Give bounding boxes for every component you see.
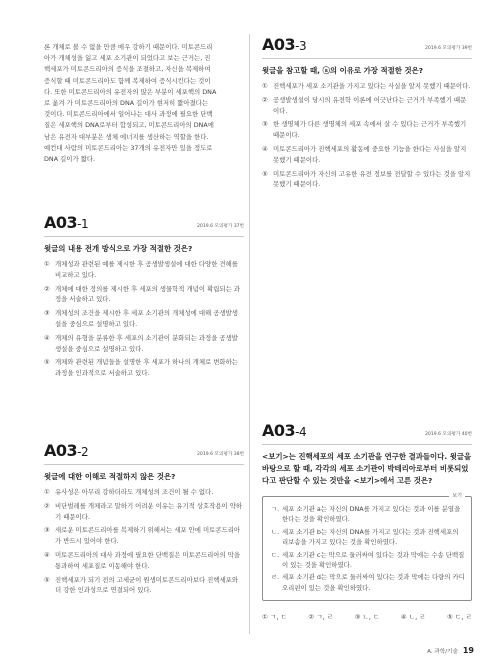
answer-choice[interactable] [262, 119, 472, 141]
choice-text: 한 생명체가 다른 생명체의 세포 속에서 살 수 있다는 근거가 부족했기 때문이다. [273, 120, 467, 140]
passage-line: 질은 세포핵의 DNA로부터 합성되고, 미토콘드리아의 DNA에 [44, 121, 214, 130]
passage-line: 예컨대 사람의 미토콘드리아는 37개의 유전자만 있을 정도로 [44, 143, 213, 152]
choice-number: ④ [44, 550, 50, 559]
choice-number: ② [44, 284, 50, 293]
question-header [44, 214, 244, 232]
choice-text: 개체성과 관련된 예를 제시한 후 공생발생설에 대한 다양한 견해를 비교하고 있다. [55, 260, 238, 279]
section-label: A. 과학/기술 [427, 648, 458, 655]
choice-text: 유사성은 아무리 강하더라도 개체성의 조건이 될 수 없다. [55, 488, 214, 496]
header-rule [44, 236, 244, 237]
answer-choice[interactable] [262, 81, 472, 92]
bogi-item-marker: ㄱ. [271, 505, 280, 513]
choice-number: ⑤ [44, 575, 50, 584]
question-a03-1 [44, 214, 244, 382]
header-rule [262, 444, 472, 445]
question-a03-4 [262, 422, 472, 621]
question-number: A03-3 [262, 35, 307, 54]
answer-option[interactable]: ① ㄱ, ㄷ [262, 613, 287, 622]
passage-line: 핵세포가 미토콘드리아의 증식을 조절하고, 자신을 복제하여 [44, 65, 211, 74]
answer-choice[interactable] [44, 550, 244, 572]
choice-text: 미토콘드리아의 대사 과정에 필요한 단백질은 미토콘드리아의 막을 통과하여 세포질로 이동해야 한다. [55, 550, 241, 570]
header-rule [44, 464, 244, 465]
question-text: 윗글에 대한 이해로 적절하지 않은 것은? [44, 472, 176, 481]
bogi-item-marker: ㄹ. [271, 573, 280, 582]
question-text: 윗글을 참고할 때, ⓐ의 이유로 가장 적절한 것은? [262, 66, 424, 75]
answer-choices [44, 259, 244, 379]
answer-choice[interactable] [44, 575, 244, 597]
passage-line: 다. 또한 미토콘드리아의 유전자의 많은 부분이 세포핵의 DNA [44, 87, 217, 96]
answer-option[interactable]: ③ ㄴ, ㄷ [354, 613, 380, 622]
bogi-item-text: 세포 소기관 b는 자신의 DNA를 가지고 있다는 것과 진핵세포의 리보솜을 가지고 있다는 것을 확인하였다. [282, 527, 459, 547]
passage-line: 남은 유전자 대부분은 생체 에너지를 생산하는 역할을 한다. [44, 132, 209, 141]
question-header [262, 36, 472, 54]
choice-text: 비단벌레를 개체라고 말하기 어려운 이유는 유기적 상호작용이 약하기 때문이다. [55, 501, 243, 521]
question-source: 2019.6 모의평가 39번 [424, 46, 472, 51]
question-source: 2019.6 모의평가 38번 [196, 452, 244, 457]
passage-line: 증식할 때 미토콘드리아도 함께 복제하여 증식시킨다는 것이 [44, 76, 211, 85]
question-source: 2019.6 모의평가 40번 [424, 432, 472, 437]
answer-option[interactable]: ④ ㄴ, ㄹ [400, 613, 426, 622]
answer-choice[interactable] [44, 259, 244, 281]
passage-line: DNA 길이가 짧다. [44, 155, 96, 164]
passage-line: 것이다. 미토콘드리아에서 일어나는 대사 과정에 필요한 단백 [44, 110, 213, 119]
bogi-items [271, 504, 465, 593]
choice-text: 새로운 미토콘드리아를 복제하기 위해서는 세포 안에 미토콘드리아가 반드시 있어야 한다. [55, 526, 241, 546]
answer-choices [262, 81, 472, 190]
choice-number: ③ [44, 309, 50, 318]
answer-choice[interactable] [262, 169, 472, 191]
answer-choice[interactable] [44, 501, 244, 523]
header-rule [262, 58, 472, 59]
question-number: A03-1 [44, 213, 89, 232]
choice-number: ⑤ [44, 358, 50, 367]
choice-text: 공생발생설이 당시의 유전학 이론에 어긋난다는 근거가 부족했기 때문이다. [273, 95, 467, 115]
answer-option[interactable]: ⑤ ㄷ, ㄹ [447, 613, 472, 622]
answer-choice[interactable] [44, 308, 244, 330]
choice-number: ⑤ [262, 169, 268, 178]
question-text: 윗글의 내용 전개 방식으로 가장 적절한 것은? [44, 244, 193, 253]
bogi-item-text: 세포 소기관 c는 막으로 둘러싸여 있다는 것과 막에는 수송 단백질이 있는 것을 확인하였다. [282, 550, 465, 570]
choice-text: 개체에 대한 정의를 제시한 후 세포의 생물학적 개념이 확립되는 과정을 서술하고 있다. [55, 284, 240, 304]
answer-choice[interactable] [44, 333, 244, 355]
choice-number: ③ [262, 120, 268, 129]
choice-text: 개체와 관련된 개념들을 설명한 후 세포가 하나의 개체로 변화하는 과정을 인과적으로 서술하고 있다. [55, 358, 238, 378]
answer-option[interactable]: ② ㄱ, ㄹ [308, 613, 334, 622]
choice-number: ④ [44, 333, 50, 342]
choice-text: 진핵세포가 세포 소기관을 가지고 있다는 사실을 알지 못했기 때문이다. [273, 82, 471, 90]
choice-number: ③ [44, 526, 50, 535]
question-a03-3 [262, 36, 472, 193]
question-header [44, 442, 244, 460]
question-source: 2019.6 모의평가 37번 [196, 224, 244, 229]
answer-choice[interactable] [44, 487, 244, 498]
answer-choice[interactable] [44, 284, 244, 306]
bogi-item-marker: ㄴ. [271, 527, 280, 536]
passage-text [44, 42, 242, 165]
bogi-item [271, 527, 465, 548]
answer-choice[interactable] [44, 525, 244, 547]
choice-text: 개체성의 조건을 제시한 후 세포 소기관의 개체성에 대해 공생발생설을 중심으로 설명하고 있다. [55, 309, 238, 328]
answer-choices [44, 487, 244, 596]
choice-text: 미토콘드리아가 자신의 고유한 유전 정보를 전달할 수 있다는 것을 알지 못했기 때문이다. [273, 169, 471, 189]
page-number: 19 [462, 646, 474, 655]
question-number: A03-2 [44, 441, 89, 460]
answer-choice[interactable] [262, 95, 472, 117]
choice-text: 미토콘드리아가 진핵세포의 활동에 중요한 기능을 한다는 사실을 알지 못했기 때문이다. [273, 144, 467, 164]
passage-line: 아가 개체성을 잃고 세포 소기관이 되었다고 보는 근거는, 진 [44, 54, 211, 63]
question-a03-2 [44, 442, 244, 599]
bogi-label: 보기 [449, 492, 465, 499]
bogi-box [262, 493, 472, 601]
choice-number: ① [44, 488, 50, 496]
choice-number: ① [262, 82, 268, 90]
choice-number: ① [44, 260, 50, 268]
column-divider [249, 34, 250, 634]
choice-number: ② [44, 501, 50, 510]
choice-number: ② [262, 95, 268, 104]
page-footer [427, 646, 474, 655]
passage-line: 로 옮겨 가 미토콘드리아의 DNA 길이가 현저히 짧아졌다는 [44, 99, 209, 108]
bogi-item [271, 572, 465, 593]
answer-options [262, 611, 472, 621]
bogi-item [271, 550, 465, 571]
choice-text: 개체의 유형을 분류한 후 세포의 소기관이 분화되는 과정을 공생발생설을 중심으로 설명하고 있다. [55, 333, 238, 353]
bogi-item-text: 세포 소기관 a는 자신의 DNA를 가지고 있다는 것과 이를 분열을 한다는 것을 확인하였다. [282, 505, 461, 524]
answer-choice[interactable] [262, 144, 472, 166]
question-header [262, 422, 472, 440]
bogi-item-marker: ㄷ. [271, 550, 280, 559]
bogi-item-text: 세포 소기관 d는 막으로 둘러싸여 있다는 것과 막에는 다량의 카디오리핀이 있는 것을 확인하였다. [282, 573, 465, 592]
passage-line: 론 개체로 볼 수 없을 만큼 매우 강하기 때문이다. 미토콘드리 [44, 43, 213, 51]
choice-number: ④ [262, 144, 268, 153]
answer-choice[interactable] [44, 357, 244, 379]
question-text: <보기>는 진핵세포의 세포 소기관을 연구한 결과들이다. 윗글을 바탕으로 할 때, 각각의 세포 소기관이 박테리아로부터 비롯되었다고 판단할 수 있는 것만을 <보기>에서 고른 것은? [262, 452, 472, 485]
question-number: A03-4 [262, 421, 307, 440]
bogi-item [271, 504, 465, 525]
choice-text: 진핵세포가 되기 전의 고세균이 원생미토콘드리아보다 진핵세포와 더 강한 인과성으로 연결되어 있다. [55, 575, 239, 595]
